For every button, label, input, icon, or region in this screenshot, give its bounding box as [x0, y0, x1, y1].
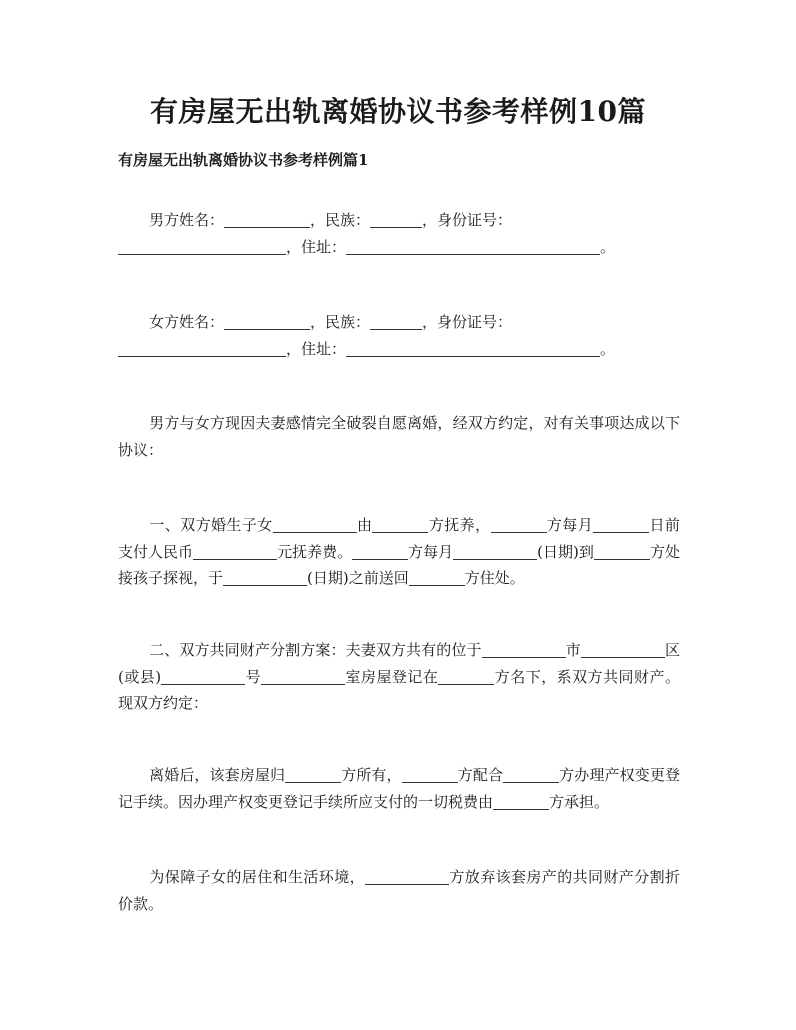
- blank: [482, 641, 566, 658]
- wife-address-label: ，住址：: [286, 339, 347, 358]
- blank: [581, 641, 665, 658]
- husband-name-label: 男方姓名：: [149, 211, 225, 229]
- blank: [285, 766, 341, 783]
- blank: [593, 516, 649, 533]
- clause3-text: 方配合: [457, 766, 504, 784]
- intro-paragraph: [118, 410, 680, 463]
- clause1-text: 方住处。: [464, 569, 525, 587]
- clause1-text: 日前支付人民币: [118, 516, 680, 561]
- husband-address-label: ，住址：: [286, 237, 347, 256]
- clause3-text: 方所有，: [341, 766, 402, 784]
- blank: [261, 668, 345, 685]
- husband-id-label: ，身份证号：: [422, 211, 513, 229]
- husband-name-blank: [224, 211, 310, 228]
- clause1-text: (日期)到: [537, 542, 594, 561]
- clause1-text: 元抚养费。: [277, 542, 353, 561]
- wife-name-label: 女方姓名：: [149, 313, 225, 331]
- husband-ethnicity-blank: [370, 211, 422, 228]
- clause1-text: (日期)之前送回: [307, 569, 409, 587]
- clause3-text: 离婚后，该套房屋归: [149, 766, 286, 784]
- clause2-text: 二、双方共同财产分割方案：夫妻双方共有的位于: [149, 641, 482, 659]
- clause-property-division: [118, 637, 680, 717]
- husband-id-blank: [118, 238, 286, 255]
- clause1-text: 方每月: [546, 516, 594, 534]
- clause1-text: 方每月: [408, 542, 454, 561]
- wife-ethnicity-blank: [370, 313, 422, 330]
- wife-info: [118, 309, 680, 362]
- blank: [352, 543, 408, 560]
- husband-ethnicity-label: ，民族：: [310, 211, 371, 229]
- clause1-text: 方抚养，: [428, 516, 491, 534]
- blank: [409, 569, 465, 586]
- clause4-text: 方放弃该套房产的共同财产分割折价款。: [118, 868, 680, 913]
- blank: [503, 766, 559, 783]
- blank: [273, 516, 357, 533]
- blank: [438, 668, 494, 685]
- wife-id-blank: [118, 340, 286, 357]
- clause3-text: 方承担。: [549, 792, 610, 811]
- wife-name-blank: [224, 313, 310, 330]
- husband-info: [118, 207, 680, 260]
- wife-end: 。: [600, 339, 616, 358]
- clause4-text: 为保障子女的居住和生活环境，: [149, 868, 365, 886]
- wife-address-blank: [346, 340, 600, 357]
- clause2-text: 号: [245, 667, 262, 686]
- clause2-text: 区(或县): [118, 641, 680, 686]
- blank: [161, 668, 245, 685]
- husband-address-blank: [346, 238, 600, 255]
- clause-waiver: [118, 864, 680, 917]
- clause-child-custody: [118, 512, 680, 592]
- husband-end: 。: [600, 237, 616, 256]
- wife-id-label: ，身份证号：: [422, 313, 513, 331]
- clause2-text: 市: [565, 641, 581, 659]
- section-heading: 有房屋无出轨离婚协议书参考样例篇1: [118, 151, 369, 169]
- clause3-text: 方办理产权变更登记手续。因办理产权变更登记手续所应支付的一切税费由: [118, 766, 680, 811]
- blank: [365, 868, 449, 885]
- blank: [491, 516, 547, 533]
- blank: [453, 543, 537, 560]
- wife-ethnicity-label: ，民族：: [310, 313, 371, 331]
- clause1-text: 由: [356, 516, 373, 534]
- clause1-text: 一、双方婚生子女: [149, 516, 273, 534]
- blank: [223, 569, 307, 586]
- clause2-text: 室房屋登记在: [345, 667, 439, 686]
- document-title: 有房屋无出轨离婚协议书参考样例10篇: [150, 95, 646, 128]
- clause-house-ownership: [118, 762, 680, 815]
- blank: [372, 516, 428, 533]
- blank: [493, 793, 549, 810]
- blank: [402, 766, 458, 783]
- intro-text: 男方与女方现因夫妻感情完全破裂自愿离婚，经双方约定，对有关事项达成以下协议：: [118, 414, 680, 459]
- blank: [193, 543, 277, 560]
- blank: [594, 543, 650, 560]
- clause1-text: 方处接孩子探视，于: [118, 542, 680, 587]
- clause2-text: 方名下，系双方共同财产。现双方约定：: [118, 667, 680, 712]
